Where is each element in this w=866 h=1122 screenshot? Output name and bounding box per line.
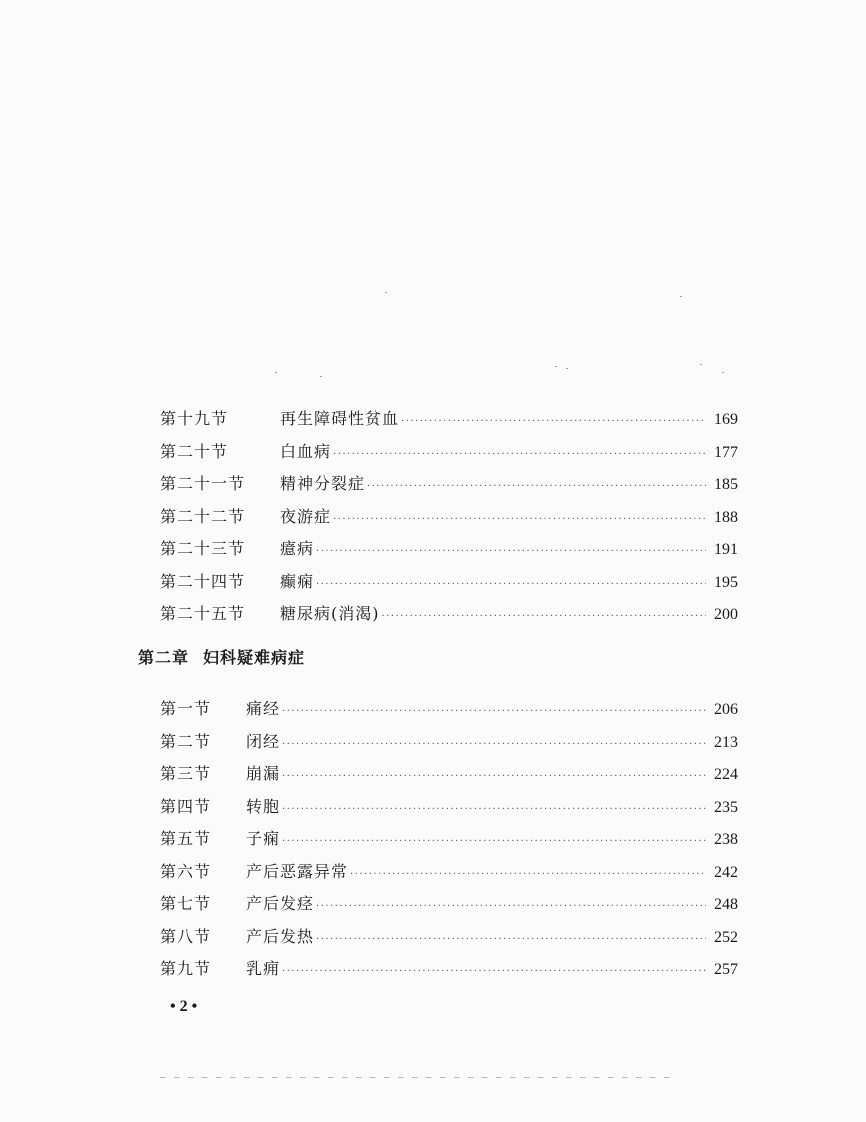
page-number: 252: [714, 928, 738, 946]
section-number: 第二十二节: [160, 506, 246, 526]
toc-entry: [160, 758, 738, 791]
page-number: 195: [714, 573, 738, 591]
section-number: 第二十四节: [160, 571, 246, 591]
dot-leader: [401, 406, 706, 439]
scan-speck: [275, 372, 277, 373]
page-number: 224: [714, 766, 738, 783]
dot-leader: [282, 729, 706, 762]
scan-speck: [385, 292, 387, 293]
page-number: 200: [714, 606, 738, 623]
section-title: 转胞: [246, 796, 281, 816]
page-number: 169: [714, 411, 738, 428]
section-number: 第十九节: [160, 409, 229, 428]
page-number: 206: [714, 701, 738, 718]
dot-leader: [282, 826, 706, 859]
section-title: 精神分裂症: [280, 474, 366, 493]
toc-entry: [160, 888, 738, 921]
section-number: 第二十节: [160, 441, 229, 461]
dot-leader: [282, 794, 706, 827]
toc-entry: [160, 856, 738, 889]
section-title: 产后恶露异常: [246, 861, 349, 881]
page-number: 185: [714, 476, 738, 493]
section-number: 第三节: [160, 764, 212, 783]
scan-speck: [680, 296, 682, 297]
toc-entry: [160, 533, 738, 566]
scan-artifact-line: [160, 1077, 670, 1078]
toc-entry: [160, 726, 738, 759]
dot-leader: [316, 536, 706, 569]
dot-leader: [382, 601, 707, 634]
toc-entry: [160, 403, 738, 436]
page-number: 191: [714, 541, 738, 558]
section-number: 第七节: [160, 894, 212, 913]
dot-leader: [316, 569, 706, 602]
scan-speck: [320, 376, 322, 377]
section-title: 子痫: [246, 829, 281, 848]
section-number: 第九节: [160, 959, 212, 978]
dot-leader: [333, 439, 706, 472]
dot-leader: [367, 471, 706, 504]
section-title: 痛经: [246, 699, 281, 718]
section-title: 再生障碍性贫血: [280, 409, 400, 428]
section-title: 闭经: [246, 731, 281, 751]
chapter-title: 妇科疑难病症: [203, 648, 306, 667]
page-number: 242: [714, 863, 738, 881]
dot-leader: [333, 504, 706, 537]
dot-leader: [350, 859, 706, 892]
section-title: 产后发热: [246, 926, 315, 946]
toc-entry: [160, 501, 738, 534]
dot-leader: [316, 924, 706, 957]
toc-entry: [160, 693, 738, 726]
page-number: 257: [714, 961, 738, 978]
chapter-number: 第二章: [138, 648, 190, 667]
section-title: 崩漏: [246, 764, 281, 783]
section-number: 第二十三节: [160, 539, 246, 558]
toc-entry: [160, 436, 738, 469]
toc-list-part2: [160, 693, 738, 986]
dot-leader: [316, 891, 706, 924]
chapter-heading: [138, 645, 305, 668]
scan-speck: [722, 372, 724, 373]
section-title: 糖尿病(消渴): [280, 604, 380, 623]
toc-list-part1: [160, 403, 738, 631]
toc-entry: [160, 921, 738, 954]
section-title: 产后发痉: [246, 894, 315, 913]
toc-entry: [160, 566, 738, 599]
section-title: 白血病: [280, 441, 332, 461]
section-number: 第一节: [160, 699, 212, 718]
section-title: 乳痈: [246, 959, 281, 978]
page-number: 213: [714, 733, 738, 751]
section-title: 夜游症: [280, 506, 332, 526]
section-number: 第二十一节: [160, 474, 246, 493]
toc-entry: [160, 468, 738, 501]
page-number: 188: [714, 508, 738, 526]
toc-entry: [160, 791, 738, 824]
scan-speck: [566, 368, 568, 369]
page-number: 177: [714, 443, 738, 461]
toc-entry: [160, 598, 738, 631]
page-folio: • 2 •: [170, 998, 198, 1015]
section-number: 第二十五节: [160, 604, 246, 623]
scan-speck: [555, 366, 557, 367]
section-number: 第五节: [160, 829, 212, 848]
toc-entry: [160, 823, 738, 856]
section-number: 第二节: [160, 731, 212, 751]
section-number: 第六节: [160, 861, 212, 881]
dot-leader: [282, 761, 706, 794]
section-title: 癫痫: [280, 571, 315, 591]
dot-leader: [282, 696, 706, 729]
page-number: 238: [714, 831, 738, 848]
section-title: 癔病: [280, 539, 315, 558]
scan-speck: [700, 364, 702, 365]
section-number: 第八节: [160, 926, 212, 946]
toc-entry: [160, 953, 738, 986]
section-number: 第四节: [160, 796, 212, 816]
page-number: 235: [714, 798, 738, 816]
dot-leader: [282, 956, 706, 989]
page-number: 248: [714, 896, 738, 913]
